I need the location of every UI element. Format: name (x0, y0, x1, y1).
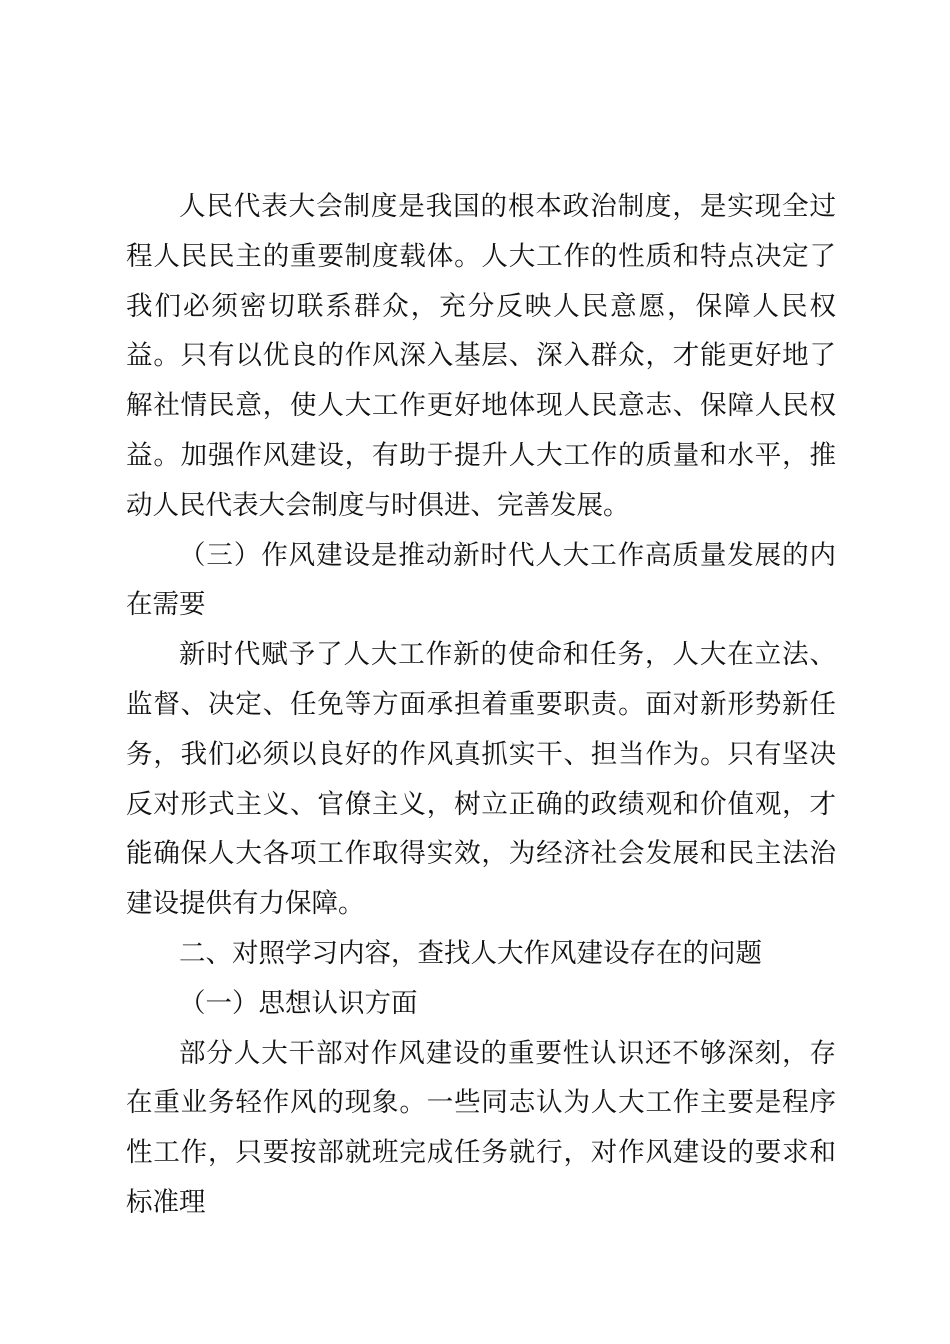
section-subheading: （一）思想认识方面 (179, 987, 418, 1019)
section-heading: 二、对照学习内容，查找人大作风建设存在的问题 (179, 937, 762, 969)
document-body (126, 182, 836, 1228)
body-paragraph: 部分人大干部对作风建设的重要性认识还不够深刻，存在重业务轻作风的现象。一些同志认为人大工作主要是程序性工作，只要按部就班完成任务就行，对作风建设的要求和标准理 (126, 1037, 836, 1218)
section-subheading: （三）作风建设是推动新时代人大工作高质量发展的内在需要 (126, 539, 836, 621)
body-paragraph: 新时代赋予了人大工作新的使命和任务，人大在立法、监督、决定、任免等方面承担着重要职责。面对新形势新任务，我们必须以良好的作风真抓实干、担当作为。只有坚决反对形式主义、官僚主义，树立正确的政绩观和价值观，才能确保人大各项工作取得实效，为经济社会发展和民主法治建设提供有力保障。 (126, 639, 836, 920)
body-paragraph: 人民代表大会制度是我国的根本政治制度，是实现全过程人民民主的重要制度载体。人大工作的性质和特点决定了我们必须密切联系群众，充分反映人民意愿，保障人民权益。只有以优良的作风深入基层、深入群众，才能更好地了解社情民意，使人大工作更好地体现人民意志、保障人民权益。加强作风建设，有助于提升人大工作的质量和水平，推动人民代表大会制度与时俱进、完善发展。 (126, 191, 836, 521)
